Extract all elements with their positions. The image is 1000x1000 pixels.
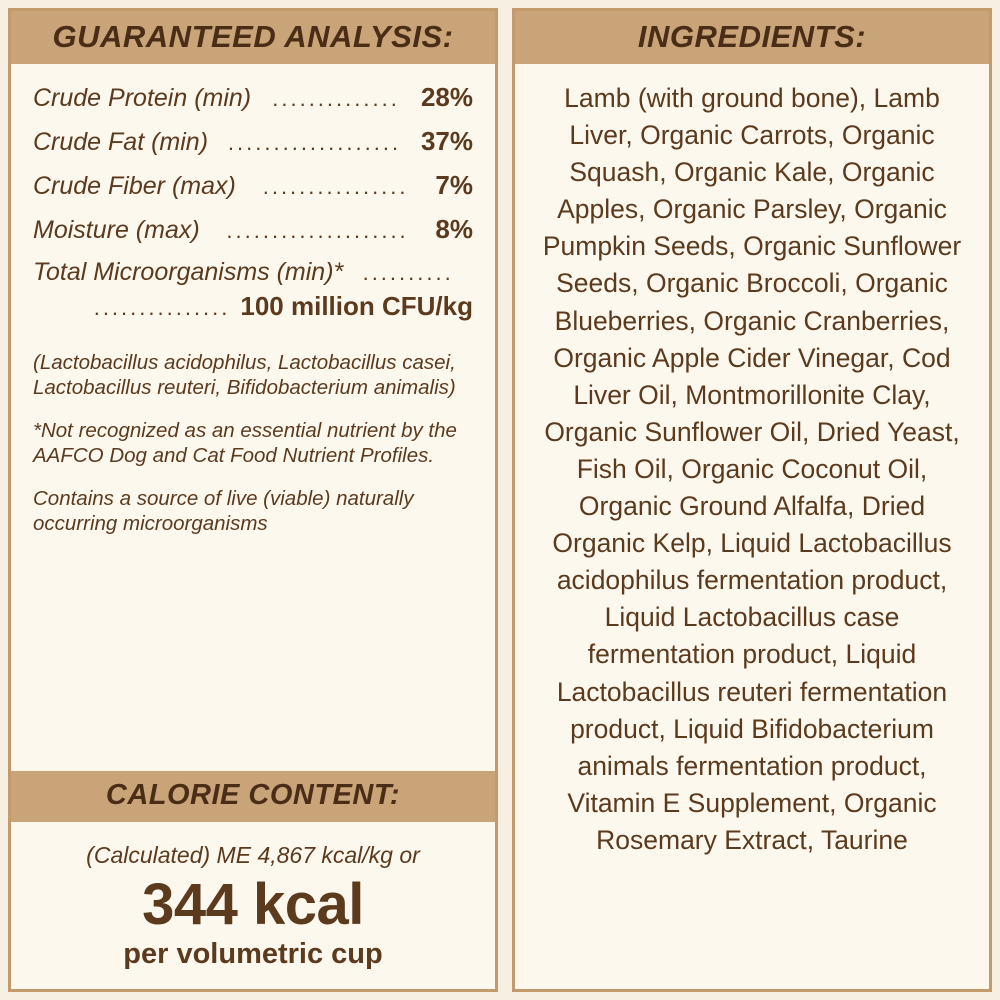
nutrient-value: 37% (420, 126, 473, 156)
ingredients-text: Lamb (with ground bone), Lamb Liver, Organic Carrots, Organic Squash, Organic Kale, Organic Apples, Organic Parsley, Organic Pumpkin Seeds, Organic Sunflower Seeds, Organic Broccoli, Organic Blueberries, Organic Cranberries, Organic Apple Cider Vinegar, Cod Liver Oil, Montmorillonite Clay, Organic Sunflower Oil, Dried Yeast, Fish Oil, Organic Coconut Oil, Organic Ground Alfalfa, Dried Organic Kelp, Liquid Lactobacillus acidophilus fermentation product, Liquid Lactobacillus case fermentation product, Liquid Lactobacillus reuteri fermentation product, Liquid Bifidobacterium animals fermentation product, Vitamin E Supplement, Organic Rosemary Extract, Taurine (542, 83, 962, 855)
microorganisms-value-row (33, 291, 473, 322)
note-strains: (Lactobacillus acidophilus, Lactobacillus casei, Lactobacillus reuteri, Bifidobacterium animalis) (33, 351, 456, 399)
leader-dots: ................... (227, 132, 402, 154)
left-column (8, 8, 498, 992)
leader-dots: ............... (93, 295, 231, 320)
nutrient-label: Crude Fat (min) (33, 128, 209, 156)
nutrient-value: 28% (420, 82, 473, 112)
nutrient-label: Total Microorganisms (min)* (33, 258, 344, 286)
nutrient-label: Crude Fiber (max) (33, 172, 236, 200)
calorie-unit-label: per volumetric cup (123, 938, 383, 970)
calorie-content-body (11, 822, 495, 989)
nutrient-value: 8% (435, 214, 473, 244)
microorganisms-value: 100 million CFU/kg (240, 291, 473, 321)
right-column (512, 8, 992, 992)
calorie-me-line: (Calculated) ME 4,867 kcal/kg or (86, 842, 420, 869)
nutrient-value: 7% (435, 170, 473, 200)
calorie-big-value: 344 kcal (142, 872, 364, 938)
table-row (33, 128, 473, 155)
leader-dots: .............. (272, 88, 400, 110)
note-aafco: *Not recognized as an essential nutrient by the AAFCO Dog and Cat Food Nutrient Profiles. (33, 419, 457, 467)
leader-dots: .......... (362, 262, 454, 284)
guaranteed-analysis-header: GUARANTEED ANALYSIS: (11, 11, 495, 64)
note-live-microorganisms: Contains a source of live (viable) naturally occurring microorganisms (33, 487, 414, 535)
nutrient-label: Moisture (max) (33, 216, 200, 244)
guaranteed-analysis-table (11, 64, 495, 346)
table-row (33, 172, 473, 199)
nutrient-label: Crude Protein (min) (33, 84, 252, 112)
table-row-microorganisms (33, 260, 473, 285)
leader-dots: .................... (226, 220, 409, 242)
leader-dots: ................ (262, 176, 409, 198)
guaranteed-analysis-notes (11, 346, 495, 564)
left-spacer (11, 564, 495, 771)
table-row (33, 84, 473, 111)
calorie-content-header: CALORIE CONTENT: (11, 771, 495, 822)
table-row (33, 216, 473, 243)
ingredients-header: INGREDIENTS: (515, 11, 989, 64)
